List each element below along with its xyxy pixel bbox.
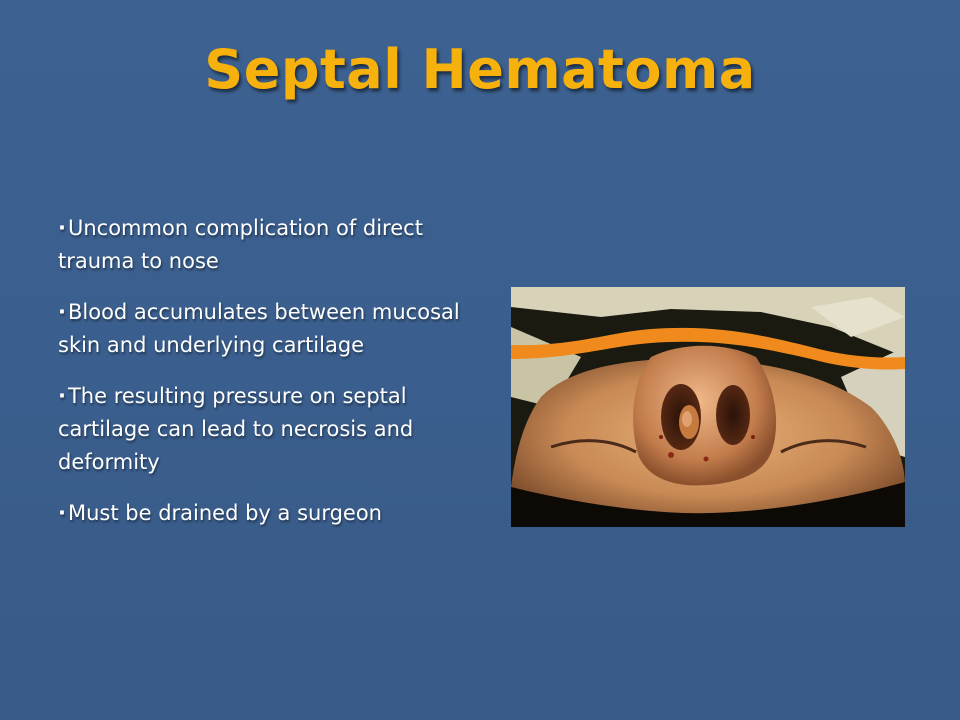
slide-title: Septal Hematoma [204, 38, 756, 101]
bullet-marker: · [58, 501, 66, 525]
bullet-text: Uncommon complication of direct trauma to nose [58, 216, 423, 273]
bullet-marker: · [58, 216, 66, 240]
bullet-item [58, 497, 488, 530]
bullet-text: Must be drained by a surgeon [67, 501, 382, 525]
bullet-item [58, 380, 488, 479]
bullet-marker: · [58, 300, 66, 324]
bullet-list [58, 212, 488, 548]
clinical-photo [511, 287, 905, 527]
bullet-marker: · [58, 384, 66, 408]
bullet-text: The resulting pressure on septal cartilage can lead to necrosis and deformity [58, 384, 414, 474]
bullet-item [58, 296, 488, 362]
bullet-item [58, 212, 488, 278]
nose-photo-illustration [511, 287, 905, 527]
bullet-text: Blood accumulates between mucosal skin and underlying cartilage [58, 300, 460, 357]
